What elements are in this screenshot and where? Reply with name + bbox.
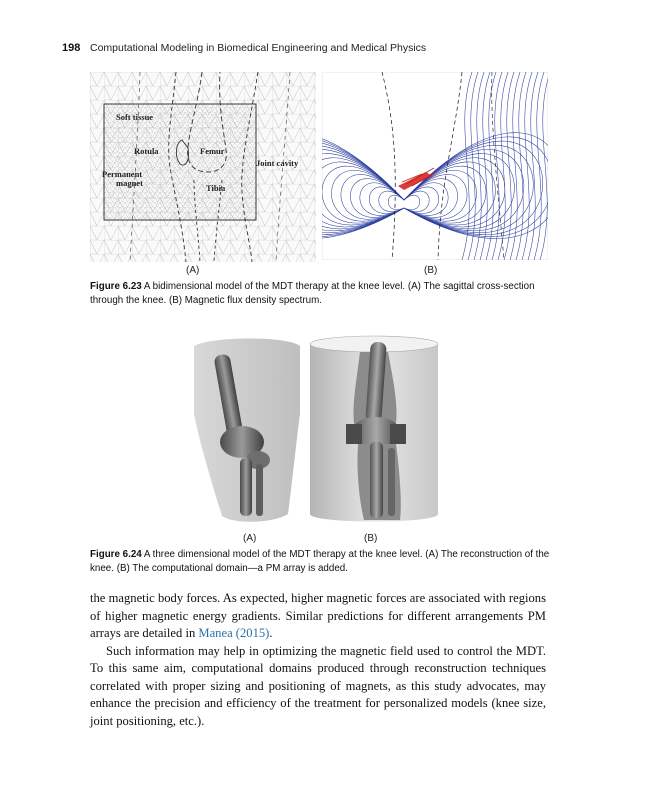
citation-link-manea-2015[interactable]: Manea (2015) [198, 626, 270, 640]
figure-6-23-caption [90, 280, 550, 307]
figure-6-24-caption-text: A three dimensional model of the MDT therapy at the knee level. (A) The reconstruction of the knee. (B) The computational domain—a PM array is added. [90, 549, 550, 574]
figure-6-24-panel-b-domain [308, 334, 440, 526]
label-permanent: Permanent [102, 169, 143, 179]
figure-6-24-panel-a-knee [192, 334, 302, 524]
figure-6-23-panel-b-flux [322, 72, 548, 260]
paragraph-1 [90, 590, 546, 643]
label-soft-tissue: Soft tissue [116, 112, 154, 122]
body-text [90, 590, 546, 730]
label-tibia: Tibia [206, 183, 226, 193]
figure-6-23-caption-text: A bidimensional model of the MDT therapy at the knee level. (A) The sagittal cross-section through the knee. (B) Magnetic flux density spectrum. [90, 281, 535, 306]
page-number: 198 [62, 42, 81, 54]
label-magnet: magnet [116, 178, 143, 188]
label-femur: Femur [200, 146, 225, 156]
label-rotula: Rotula [134, 146, 159, 156]
fig-6-23-b-label: (B) [424, 265, 438, 276]
figure-6-23-panel-a-mesh [90, 72, 316, 262]
fig-6-24-b-label: (B) [364, 533, 378, 544]
fig-6-24-a-label: (A) [243, 533, 257, 544]
paragraph-1-end: . [269, 626, 273, 640]
figure-6-24-caption-label: Figure 6.24 [90, 549, 142, 560]
fig-6-23-a-label: (A) [186, 265, 200, 276]
paragraph-2: Such information may help in optimizing the magnetic field used to control the MDT. To this same aim, computational domains produced through reconstruction techniques correlated with proper sizing and positioning of magnets, as this study advocates, may enhance the precision and efficiency of the treatment for personalized models (knee size, joint positioning, etc.). [90, 643, 546, 728]
running-title: Computational Modeling in Biomedical Engineering and Medical Physics [90, 42, 427, 54]
paragraph-1-text: the magnetic body forces. As expected, higher magnetic forces are associated with regions of higher magnetic energy gradients. Similar predictions for different arrangements PM arrays are detailed in [90, 591, 546, 640]
figure-6-23-caption-label: Figure 6.23 [90, 281, 142, 292]
figure-6-24-caption [90, 548, 550, 575]
label-joint-cavity: Joint cavity [256, 158, 299, 168]
